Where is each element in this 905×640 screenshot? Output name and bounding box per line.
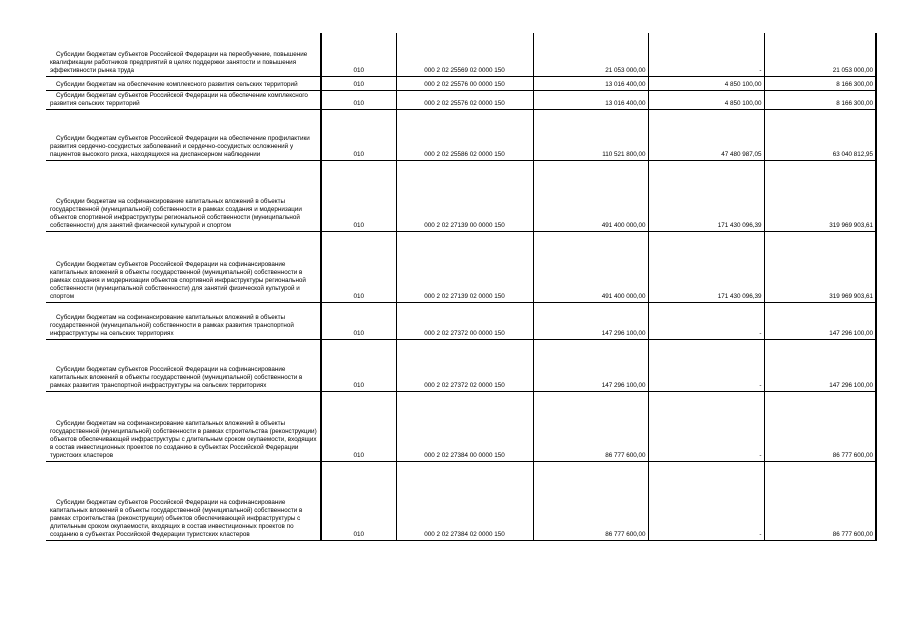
row-code: 010 bbox=[321, 391, 396, 461]
row-remaining-amount: 319 969 903,61 bbox=[764, 160, 876, 231]
row-approved-amount: 491 400 000,00 bbox=[533, 160, 648, 231]
row-remaining-amount: 63 040 812,95 bbox=[764, 109, 876, 160]
row-remaining-amount: 86 777 600,00 bbox=[764, 391, 876, 461]
row-kbk-code: 000 2 02 27372 02 0000 150 bbox=[396, 339, 533, 391]
row-executed-amount: 47 480 987,05 bbox=[648, 109, 764, 160]
row-approved-amount: 13 016 400,00 bbox=[533, 90, 648, 109]
row-kbk-code: 000 2 02 25569 02 0000 150 bbox=[396, 33, 533, 76]
table-row bbox=[46, 90, 876, 109]
table-row bbox=[46, 339, 876, 391]
row-kbk-code: 000 2 02 27139 02 0000 150 bbox=[396, 231, 533, 302]
row-kbk-code: 000 2 02 25576 00 0000 150 bbox=[396, 76, 533, 90]
row-kbk-code: 000 2 02 27139 00 0000 150 bbox=[396, 160, 533, 231]
row-remaining-amount: 147 296 100,00 bbox=[764, 339, 876, 391]
table-row bbox=[46, 109, 876, 160]
table-row bbox=[46, 461, 876, 540]
row-kbk-code: 000 2 02 25576 02 0000 150 bbox=[396, 90, 533, 109]
row-remaining-amount: 8 166 300,00 bbox=[764, 76, 876, 90]
row-name bbox=[46, 109, 321, 160]
row-approved-amount: 110 521 800,00 bbox=[533, 109, 648, 160]
table-body bbox=[46, 33, 876, 540]
row-kbk-code: 000 2 02 27384 00 0000 150 bbox=[396, 391, 533, 461]
row-name bbox=[46, 90, 321, 109]
row-remaining-amount: 319 969 903,61 bbox=[764, 231, 876, 302]
table-row bbox=[46, 33, 876, 76]
row-remaining-amount: 147 296 100,00 bbox=[764, 302, 876, 339]
row-name bbox=[46, 231, 321, 302]
row-executed-amount: - bbox=[648, 391, 764, 461]
row-approved-amount: 491 400 000,00 bbox=[533, 231, 648, 302]
row-executed-amount: 4 850 100,00 bbox=[648, 76, 764, 90]
row-approved-amount: 86 777 600,00 bbox=[533, 461, 648, 540]
table-row bbox=[46, 160, 876, 231]
table-row bbox=[46, 391, 876, 461]
row-name-text: Субсидии бюджетам субъектов Российской Федерации на переобучение, повышение квалификации работников предприятий в целях поддержки занятости и повышения эффективности рынка труда bbox=[50, 50, 308, 74]
row-remaining-amount: 8 166 300,00 bbox=[764, 90, 876, 109]
row-name-text: Субсидии бюджетам субъектов Российской Федерации на обеспечение комплексного развития сельских территорий bbox=[50, 91, 308, 107]
row-code: 010 bbox=[321, 302, 396, 339]
row-code: 010 bbox=[321, 339, 396, 391]
row-name bbox=[46, 33, 321, 76]
row-approved-amount: 21 053 000,00 bbox=[533, 33, 648, 76]
row-kbk-code: 000 2 02 25586 02 0000 150 bbox=[396, 109, 533, 160]
row-code: 010 bbox=[321, 160, 396, 231]
row-approved-amount: 147 296 100,00 bbox=[533, 339, 648, 391]
row-approved-amount: 86 777 600,00 bbox=[533, 391, 648, 461]
row-name-text: Субсидии бюджетам на обеспечение комплексного развития сельских территорий bbox=[56, 80, 298, 88]
row-code: 010 bbox=[321, 461, 396, 540]
row-code: 010 bbox=[321, 76, 396, 90]
row-name bbox=[46, 76, 321, 90]
row-name-text: Субсидии бюджетам субъектов Российской Федерации на обеспечение профилактики развития сердечно-сосудистых заболеваний и сердечно-сосудистых осложнений у пациентов высокого риска, находящихся на диспансерном наблюдении bbox=[50, 134, 310, 158]
row-name-text: Субсидии бюджетам на софинансирование капитальных вложений в объекты государственной (муниципальной) собственности в рамках строительства (реконструкции) объектов обеспечивающей инфраструктуры с длительным сроком окупаемости, входящих в состав инвестиционных проектов по созданию в субъектах Российской Федерации туристских кластеров bbox=[50, 419, 317, 459]
row-kbk-code: 000 2 02 27372 00 0000 150 bbox=[396, 302, 533, 339]
row-name-text: Субсидии бюджетам субъектов Российской Федерации на софинансирование капитальных вложений в объекты государственной (муниципальной) собственности в рамках строительства (реконструкции) объектов обеспечивающей инфраструктуры с длительным сроком окупаемости, входящих в состав инвестиционных проектов по созданию в субъектах Российской Федерации туристских кластеров bbox=[50, 498, 303, 538]
row-executed-amount: 171 430 096,39 bbox=[648, 160, 764, 231]
row-name-text: Субсидии бюджетам на софинансирование капитальных вложений в объекты государственной (муниципальной) собственности в рамках развития транспортной инфраструктуры на сельских территориях bbox=[50, 313, 294, 337]
row-kbk-code: 000 2 02 27384 02 0000 150 bbox=[396, 461, 533, 540]
row-code: 010 bbox=[321, 109, 396, 160]
row-remaining-amount: 21 053 000,00 bbox=[764, 33, 876, 76]
row-name bbox=[46, 391, 321, 461]
row-executed-amount: - bbox=[648, 461, 764, 540]
row-executed-amount: 4 850 100,00 bbox=[648, 90, 764, 109]
row-executed-amount: - bbox=[648, 339, 764, 391]
row-executed-amount: - bbox=[648, 33, 764, 76]
row-code: 010 bbox=[321, 33, 396, 76]
row-name-text: Субсидии бюджетам на софинансирование капитальных вложений в объекты государственной (муниципальной) собственности в рамках создания и модернизации объектов спортивной инфраструктуры региональной собственности (муниципальной собственности) для занятий физической культурой и спортом bbox=[50, 197, 302, 229]
row-name bbox=[46, 302, 321, 339]
table-row bbox=[46, 231, 876, 302]
row-approved-amount: 13 016 400,00 bbox=[533, 76, 648, 90]
row-code: 010 bbox=[321, 231, 396, 302]
row-executed-amount: 171 430 096,39 bbox=[648, 231, 764, 302]
row-code: 010 bbox=[321, 90, 396, 109]
row-name bbox=[46, 339, 321, 391]
row-remaining-amount: 86 777 600,00 bbox=[764, 461, 876, 540]
row-executed-amount: - bbox=[648, 302, 764, 339]
budget-table bbox=[46, 33, 877, 541]
row-approved-amount: 147 296 100,00 bbox=[533, 302, 648, 339]
table-row bbox=[46, 302, 876, 339]
row-name-text: Субсидии бюджетам субъектов Российской Федерации на софинансирование капитальных вложений в объекты государственной (муниципальной) собственности в рамках создания и модернизации объектов спортивной инфраструктуры региональной собственности (муниципальной собственности) для занятий физической культурой и спортом bbox=[50, 260, 306, 300]
row-name-text: Субсидии бюджетам субъектов Российской Федерации на софинансирование капитальных вложений в объекты государственной (муниципальной) собственности в рамках развития транспортной инфраструктуры на сельских территориях bbox=[50, 365, 303, 389]
row-name bbox=[46, 160, 321, 231]
table-row bbox=[46, 76, 876, 90]
row-name bbox=[46, 461, 321, 540]
